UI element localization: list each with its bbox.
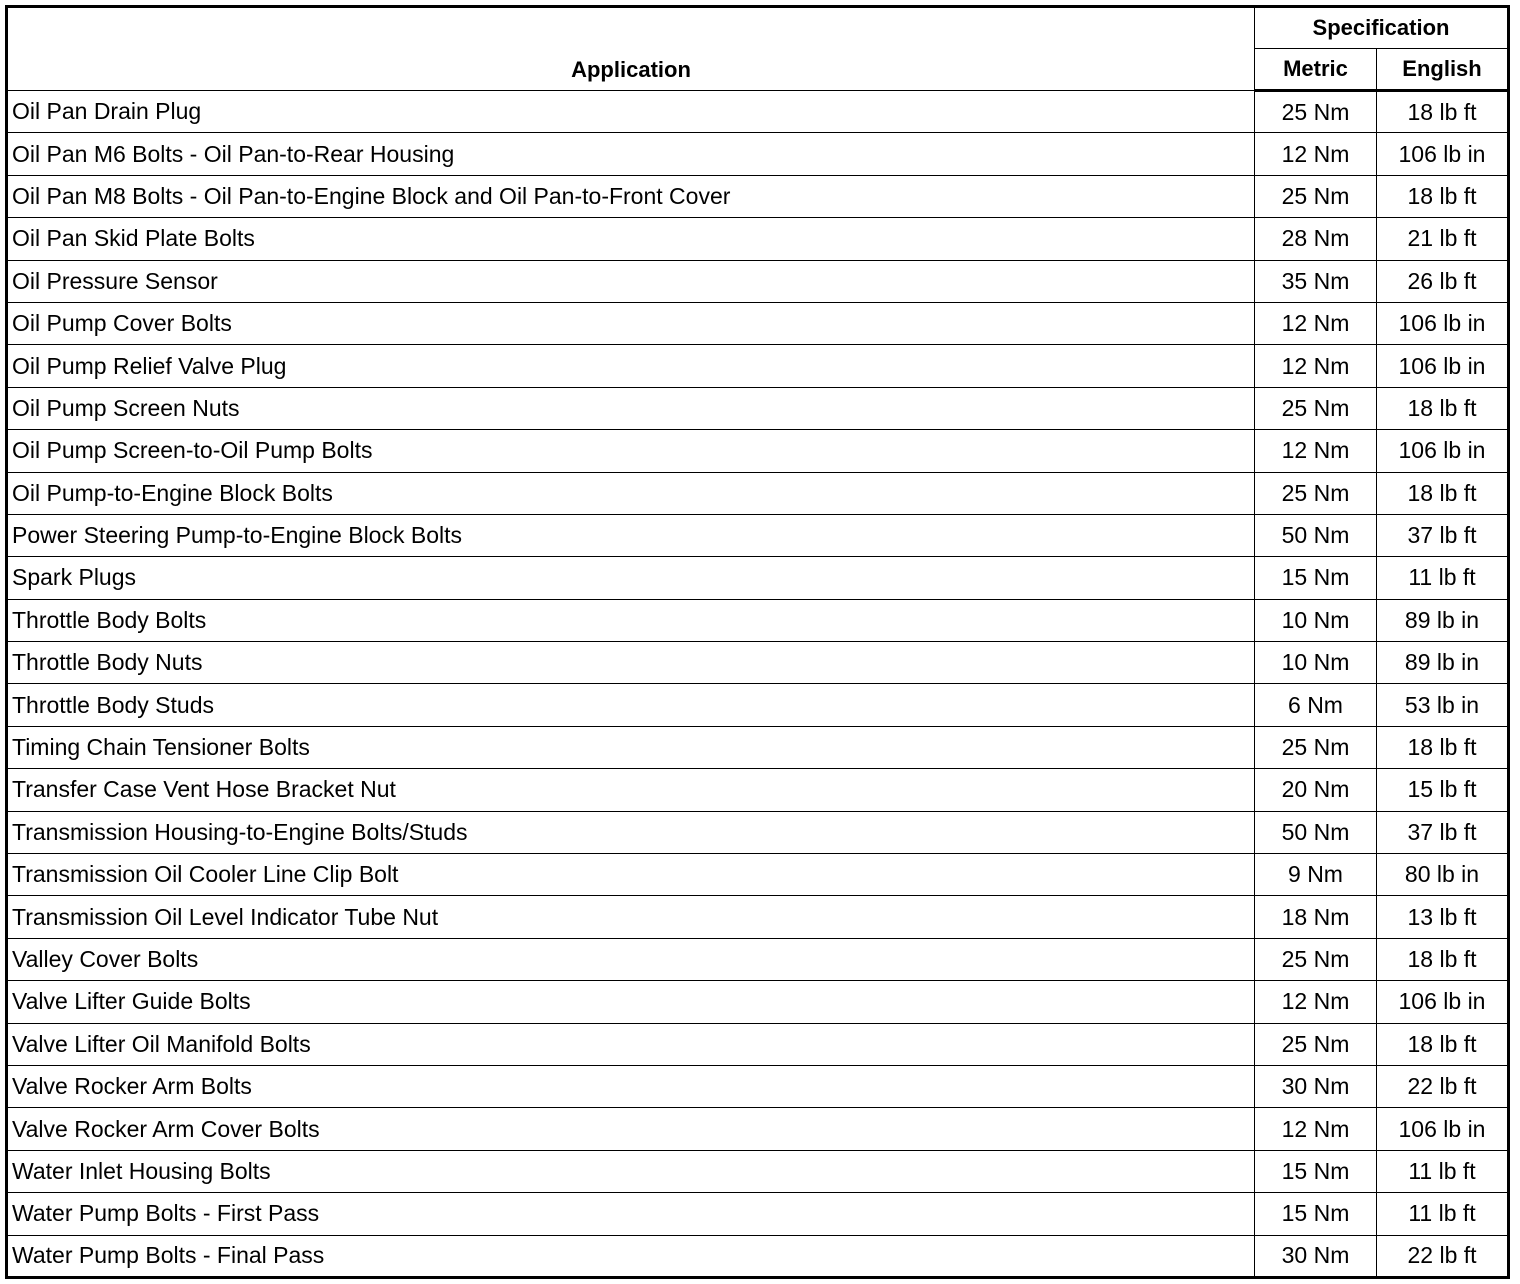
- english-cell: 106 lb in: [1377, 133, 1509, 175]
- english-cell: 53 lb in: [1377, 684, 1509, 726]
- metric-cell: 30 Nm: [1255, 1235, 1377, 1277]
- english-cell: 80 lb in: [1377, 854, 1509, 896]
- application-cell: Power Steering Pump-to-Engine Block Bolts: [7, 514, 1255, 556]
- application-header: Application: [7, 7, 1255, 91]
- english-cell: 106 lb in: [1377, 1108, 1509, 1150]
- application-cell: Transfer Case Vent Hose Bracket Nut: [7, 769, 1255, 811]
- application-cell: Oil Pump-to-Engine Block Bolts: [7, 472, 1255, 514]
- application-cell: Valve Lifter Oil Manifold Bolts: [7, 1023, 1255, 1065]
- metric-cell: 25 Nm: [1255, 1023, 1377, 1065]
- english-cell: 89 lb in: [1377, 599, 1509, 641]
- table-row: [7, 1150, 1509, 1192]
- fastener-spec-table: [5, 5, 1510, 1279]
- metric-cell: 50 Nm: [1255, 811, 1377, 853]
- application-cell: Valve Rocker Arm Bolts: [7, 1065, 1255, 1107]
- english-cell: 106 lb in: [1377, 302, 1509, 344]
- english-cell: 22 lb ft: [1377, 1235, 1509, 1277]
- metric-cell: 12 Nm: [1255, 981, 1377, 1023]
- english-cell: 106 lb in: [1377, 430, 1509, 472]
- table-row: [7, 981, 1509, 1023]
- table-row: [7, 472, 1509, 514]
- table-row: [7, 175, 1509, 217]
- english-cell: 13 lb ft: [1377, 896, 1509, 938]
- table-row: [7, 896, 1509, 938]
- metric-cell: 18 Nm: [1255, 896, 1377, 938]
- application-cell: Water Pump Bolts - First Pass: [7, 1193, 1255, 1235]
- english-cell: 18 lb ft: [1377, 387, 1509, 429]
- metric-cell: 25 Nm: [1255, 472, 1377, 514]
- application-cell: Throttle Body Nuts: [7, 642, 1255, 684]
- table-row: [7, 769, 1509, 811]
- application-cell: Oil Pump Screen-to-Oil Pump Bolts: [7, 430, 1255, 472]
- application-cell: Throttle Body Bolts: [7, 599, 1255, 641]
- table-row: [7, 302, 1509, 344]
- english-cell: 22 lb ft: [1377, 1065, 1509, 1107]
- metric-cell: 12 Nm: [1255, 133, 1377, 175]
- english-cell: 37 lb ft: [1377, 811, 1509, 853]
- application-cell: Transmission Oil Level Indicator Tube Nut: [7, 896, 1255, 938]
- metric-cell: 9 Nm: [1255, 854, 1377, 896]
- table-row: [7, 1235, 1509, 1277]
- metric-cell: 30 Nm: [1255, 1065, 1377, 1107]
- english-header: English: [1377, 49, 1509, 91]
- metric-cell: 10 Nm: [1255, 599, 1377, 641]
- application-cell: Timing Chain Tensioner Bolts: [7, 726, 1255, 768]
- application-cell: Oil Pan M8 Bolts - Oil Pan-to-Engine Block and Oil Pan-to-Front Cover: [7, 175, 1255, 217]
- table-row: [7, 1193, 1509, 1235]
- table-row: [7, 260, 1509, 302]
- metric-cell: 10 Nm: [1255, 642, 1377, 684]
- table-row: [7, 345, 1509, 387]
- metric-cell: 25 Nm: [1255, 938, 1377, 980]
- english-cell: 11 lb ft: [1377, 1193, 1509, 1235]
- table-row: [7, 387, 1509, 429]
- metric-cell: 35 Nm: [1255, 260, 1377, 302]
- english-cell: 18 lb ft: [1377, 726, 1509, 768]
- metric-header: Metric: [1255, 49, 1377, 91]
- table-row: [7, 599, 1509, 641]
- metric-cell: 15 Nm: [1255, 1150, 1377, 1192]
- metric-cell: 6 Nm: [1255, 684, 1377, 726]
- metric-cell: 50 Nm: [1255, 514, 1377, 556]
- table-row: [7, 91, 1509, 133]
- application-cell: Oil Pan Skid Plate Bolts: [7, 218, 1255, 260]
- header-row-top: [7, 7, 1509, 49]
- application-cell: Transmission Housing-to-Engine Bolts/Studs: [7, 811, 1255, 853]
- metric-cell: 12 Nm: [1255, 302, 1377, 344]
- metric-cell: 28 Nm: [1255, 218, 1377, 260]
- table-row: [7, 430, 1509, 472]
- application-cell: Throttle Body Studs: [7, 684, 1255, 726]
- application-cell: Valve Rocker Arm Cover Bolts: [7, 1108, 1255, 1150]
- english-cell: 21 lb ft: [1377, 218, 1509, 260]
- table-row: [7, 642, 1509, 684]
- english-cell: 11 lb ft: [1377, 1150, 1509, 1192]
- application-cell: Valve Lifter Guide Bolts: [7, 981, 1255, 1023]
- english-cell: 18 lb ft: [1377, 938, 1509, 980]
- specification-header: Specification: [1255, 7, 1509, 49]
- metric-cell: 25 Nm: [1255, 91, 1377, 133]
- english-cell: 106 lb in: [1377, 981, 1509, 1023]
- english-cell: 15 lb ft: [1377, 769, 1509, 811]
- table-row: [7, 811, 1509, 853]
- table-row: [7, 218, 1509, 260]
- english-cell: 11 lb ft: [1377, 557, 1509, 599]
- table-body: [7, 91, 1509, 1278]
- application-cell: Oil Pump Relief Valve Plug: [7, 345, 1255, 387]
- metric-cell: 20 Nm: [1255, 769, 1377, 811]
- application-cell: Water Inlet Housing Bolts: [7, 1150, 1255, 1192]
- english-cell: 37 lb ft: [1377, 514, 1509, 556]
- english-cell: 26 lb ft: [1377, 260, 1509, 302]
- table-row: [7, 557, 1509, 599]
- metric-cell: 12 Nm: [1255, 430, 1377, 472]
- application-cell: Oil Pump Screen Nuts: [7, 387, 1255, 429]
- metric-cell: 12 Nm: [1255, 345, 1377, 387]
- english-cell: 89 lb in: [1377, 642, 1509, 684]
- english-cell: 18 lb ft: [1377, 175, 1509, 217]
- application-cell: Oil Pressure Sensor: [7, 260, 1255, 302]
- application-cell: Oil Pan M6 Bolts - Oil Pan-to-Rear Housing: [7, 133, 1255, 175]
- table-row: [7, 1108, 1509, 1150]
- application-cell: Oil Pump Cover Bolts: [7, 302, 1255, 344]
- application-cell: Transmission Oil Cooler Line Clip Bolt: [7, 854, 1255, 896]
- application-cell: Oil Pan Drain Plug: [7, 91, 1255, 133]
- application-cell: Spark Plugs: [7, 557, 1255, 599]
- table-row: [7, 938, 1509, 980]
- metric-cell: 15 Nm: [1255, 557, 1377, 599]
- table-row: [7, 133, 1509, 175]
- table-row: [7, 854, 1509, 896]
- table-row: [7, 1065, 1509, 1107]
- table-header: [7, 7, 1509, 91]
- english-cell: 18 lb ft: [1377, 472, 1509, 514]
- metric-cell: 12 Nm: [1255, 1108, 1377, 1150]
- english-cell: 18 lb ft: [1377, 91, 1509, 133]
- metric-cell: 25 Nm: [1255, 387, 1377, 429]
- metric-cell: 15 Nm: [1255, 1193, 1377, 1235]
- application-cell: Water Pump Bolts - Final Pass: [7, 1235, 1255, 1277]
- english-cell: 18 lb ft: [1377, 1023, 1509, 1065]
- metric-cell: 25 Nm: [1255, 726, 1377, 768]
- metric-cell: 25 Nm: [1255, 175, 1377, 217]
- table-row: [7, 684, 1509, 726]
- table-row: [7, 514, 1509, 556]
- application-cell: Valley Cover Bolts: [7, 938, 1255, 980]
- english-cell: 106 lb in: [1377, 345, 1509, 387]
- table-row: [7, 726, 1509, 768]
- table-row: [7, 1023, 1509, 1065]
